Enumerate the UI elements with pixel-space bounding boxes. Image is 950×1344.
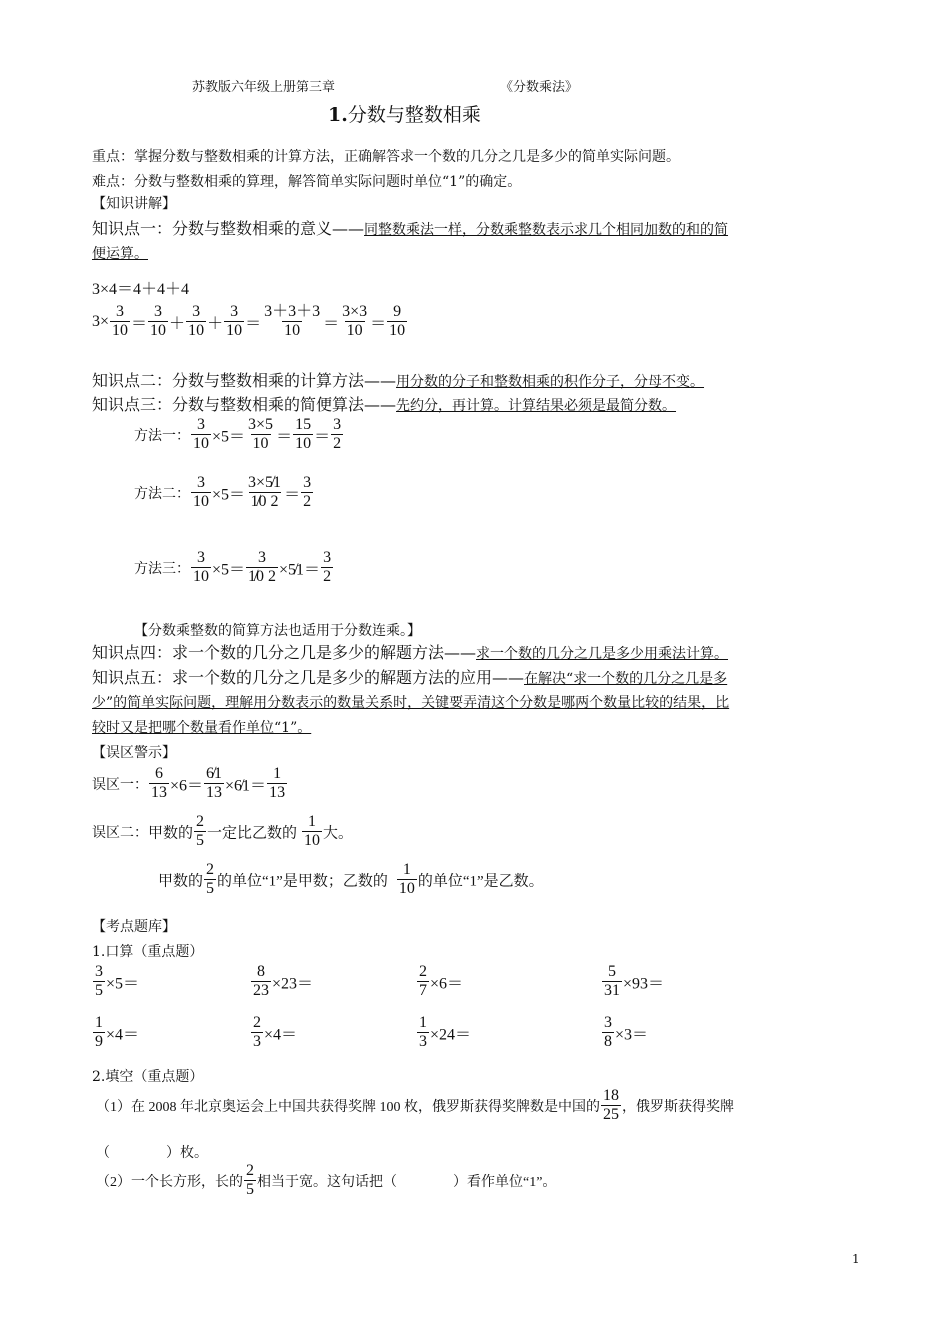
page-number: 1 bbox=[852, 1252, 860, 1266]
kp3-label: 知识点三：分数与整数相乘的简便算法—— bbox=[92, 395, 397, 414]
calc-item: $\frac{2}{7}$ ×6＝ bbox=[419, 963, 464, 1000]
section-knowledge: 【知识讲解】 bbox=[92, 196, 176, 212]
kp1-line1 bbox=[92, 216, 728, 239]
calc-item: $\frac{8}{23}$ ×23＝ bbox=[253, 963, 314, 1000]
equation-fraction-sum: 3× $\frac{3}{10}$ ＝ $\frac{3}{10}$ ＋ $\frac{3}{10}$ ＋ $\frac{3}{10}$ ＝ $\frac{3+3+3}{10}$ ＝ $\frac{3\times 3}{10}$ ＝ $\frac{9}{10}$ bbox=[92, 303, 406, 340]
kp1-content: 同整数乘法一样，分数乘整数表示求几个相同加数的和的简 bbox=[364, 222, 729, 238]
calc-item: $\frac{2}{3}$ ×4＝ bbox=[253, 1014, 298, 1051]
difficulty-text: 难点：分数与整数相乘的算理，解答简单实际问题时单位“1”的确定。 bbox=[92, 174, 522, 190]
tip-note: 【分数乘整数的简算方法也适用于分数连乘。】 bbox=[134, 623, 421, 639]
kp2-label: 知识点二：分数与整数相乘的计算方法—— bbox=[92, 371, 397, 390]
q2-problem-1-blank: （ ）枚。 bbox=[96, 1145, 208, 1161]
kp1-content-cont: 便运算。 bbox=[92, 246, 148, 262]
mistake-two-explanation: 甲数的 $\frac{2}{5}$ 的单位“1”是甲数；乙数的 $\frac{1}{10}$ 的单位“1”是乙数。 bbox=[158, 861, 544, 898]
equation-integer: 3×4＝4＋4＋4 bbox=[92, 281, 190, 298]
mistake-one: 误区一： $\frac{6}{13}$ ×6＝ $\frac{6̸1}{13}$ ×6̸1＝ $\frac{1}{13}$ bbox=[92, 765, 286, 802]
kp1-label: 知识点一：分数与整数相乘的意义—— bbox=[92, 219, 365, 238]
calc-item: $\frac{1}{9}$ ×4＝ bbox=[95, 1014, 140, 1051]
kp5-content-line2: 少”的简单实际问题，理解用分数表示的数量关系时，关键要弄清这个分数是哪两个数量比较的结果，比 bbox=[92, 695, 730, 711]
header-left: 苏教版六年级上册第三章 bbox=[192, 80, 336, 95]
kp2-line bbox=[92, 368, 704, 391]
method-one: 方法一： $\frac{3}{10}$ ×5＝ $\frac{3\times 5}{10}$ ＝ $\frac{15}{10}$ ＝ $\frac{3}{2}$ bbox=[134, 416, 342, 453]
calc-item: $\frac{1}{3}$ ×24＝ bbox=[419, 1014, 472, 1051]
q2-title: 2.填空（重点题） bbox=[92, 1069, 204, 1085]
q2-problem-2: （2）一个长方形，长的 $\frac{2}{5}$ 相当于宽。这句话把（ ）看作单位“1”。 bbox=[96, 1162, 557, 1199]
kp5-label: 知识点五：求一个数的几分之几是多少的解题方法的应用—— bbox=[92, 668, 525, 687]
q1-title: 1.口算（重点题） bbox=[92, 944, 204, 960]
kp4-line bbox=[92, 640, 728, 663]
kp3-line bbox=[92, 392, 676, 415]
calc-item: $\frac{3}{8}$ ×3＝ bbox=[604, 1014, 649, 1051]
kp4-label: 知识点四：求一个数的几分之几是多少的解题方法—— bbox=[92, 643, 477, 662]
q2-problem-1: （1）在 2008 年北京奥运会上中国共获得奖牌 100 枚，俄罗斯获得奖牌数是中国的 $\frac{18}{25}$ ，俄罗斯获得奖牌 bbox=[96, 1087, 734, 1124]
calc-item: $\frac{5}{31}$ ×93＝ bbox=[604, 963, 665, 1000]
mistake-two: 误区二：甲数的 $\frac{2}{5}$ 一定比乙数的 $\frac{1}{10}$ 大。 bbox=[92, 813, 354, 850]
section-mistakes: 【误区警示】 bbox=[92, 745, 176, 761]
page-title: 1.分数与整数相乘 bbox=[328, 104, 481, 126]
kp3-content: 先约分，再计算。计算结果必须是最简分数。 bbox=[396, 398, 677, 414]
kp5-content: 在解决“求一个数的几分之几是多 bbox=[524, 671, 728, 687]
kp4-content: 求一个数的几分之几是多少用乘法计算。 bbox=[476, 646, 729, 662]
kp5-content-line3: 较时又是把哪个数量看作单位“1”。 bbox=[92, 720, 312, 736]
kp5-line1 bbox=[92, 665, 727, 688]
header-right: 《分数乘法》 bbox=[500, 80, 579, 95]
calc-item: $\frac{3}{5}$ ×5＝ bbox=[95, 963, 140, 1000]
method-two: 方法二： $\frac{3}{10}$ ×5＝ $\frac{3\times 5̸1}{1̸0 2}$ ＝ $\frac{3}{2}$ bbox=[134, 474, 312, 511]
method-three: 方法三： $\frac{3}{10}$ ×5＝ $\frac{3}{1̸0 2}$ ×5̸1＝ $\frac{3}{2}$ bbox=[134, 549, 332, 586]
section-question-bank: 【考点题库】 bbox=[92, 919, 176, 935]
focus-text: 重点：掌握分数与整数相乘的计算方法，正确解答求一个数的几分之几是多少的简单实际问题。 bbox=[92, 149, 680, 165]
kp2-content: 用分数的分子和整数相乘的积作分子，分母不变。 bbox=[396, 374, 705, 390]
